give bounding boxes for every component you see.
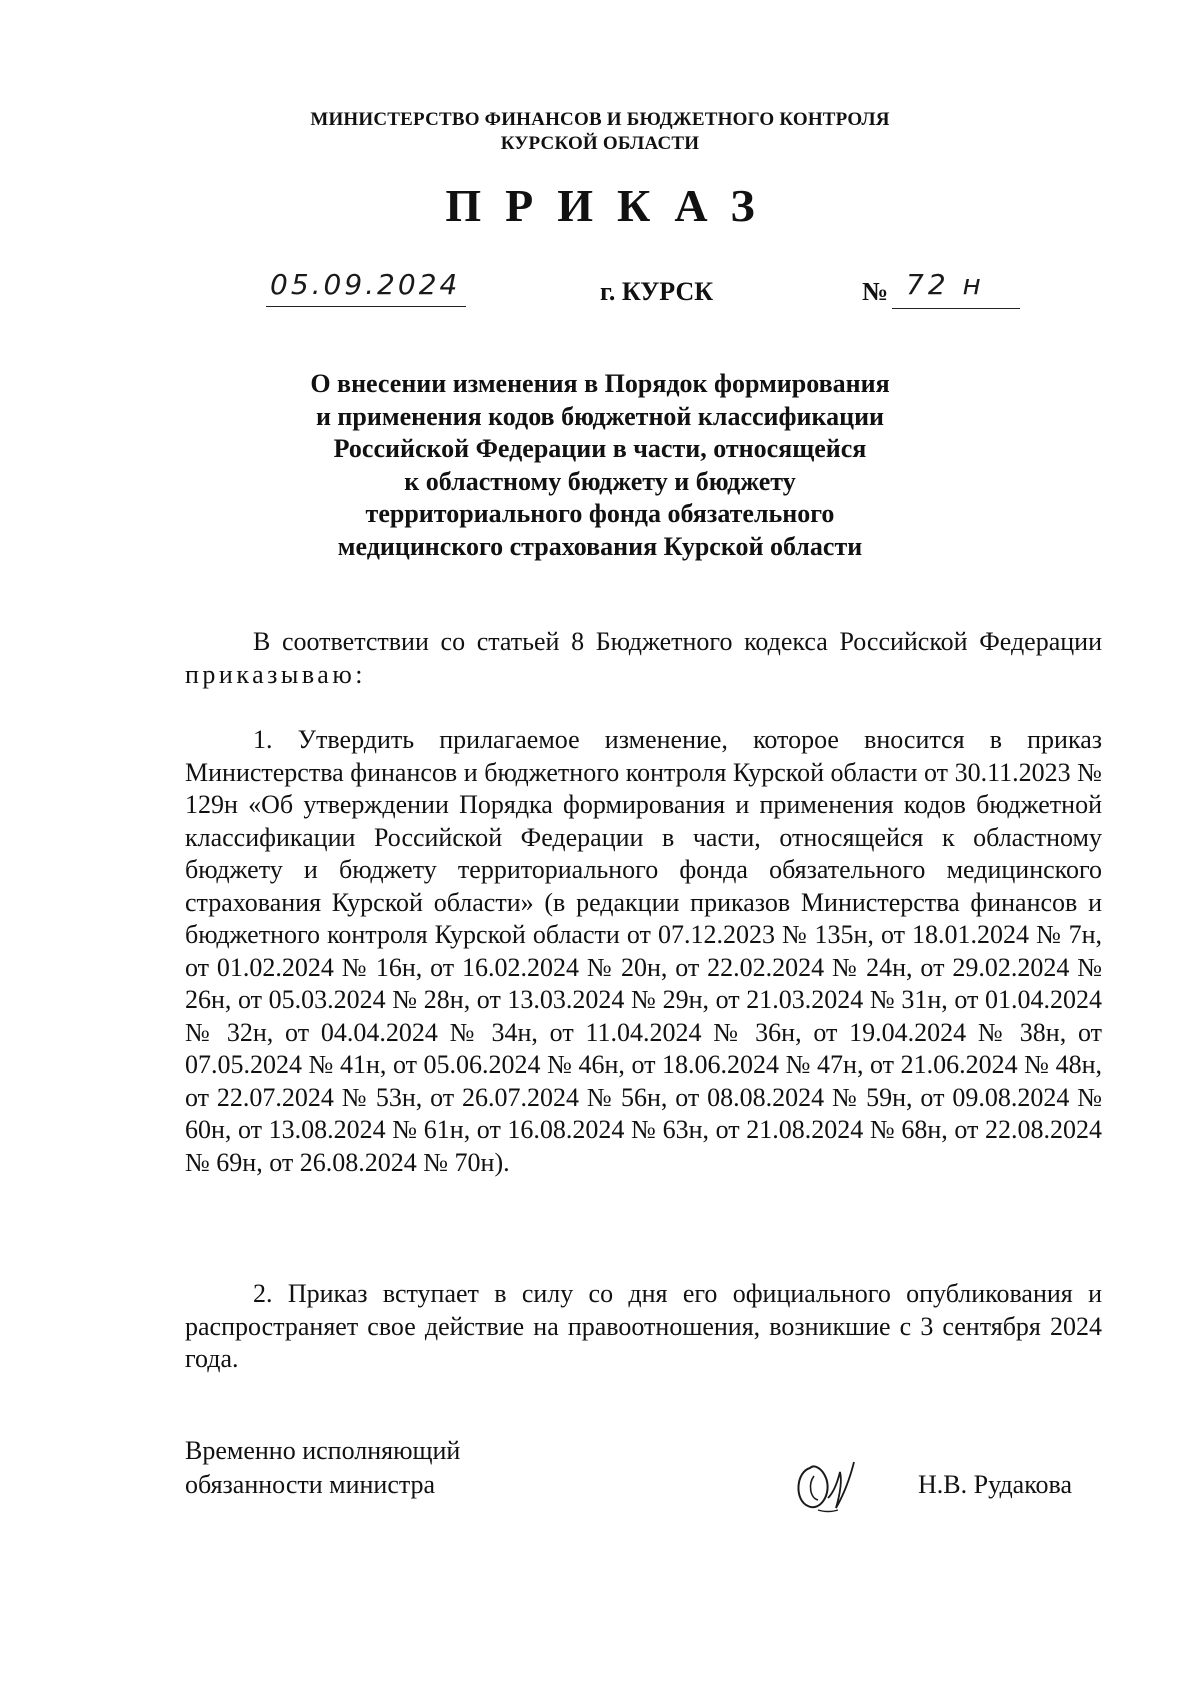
- signatory-position: [185, 1434, 460, 1502]
- subject-line: территориального фонда обязательного: [365, 499, 835, 528]
- preamble-paragraph: [185, 626, 1102, 691]
- preamble-text: В соответствии со статьей 8 Бюджетного кодекса Российской Федерации: [253, 627, 1102, 656]
- subject-line: и применения кодов бюджетной классификации: [315, 401, 885, 431]
- order-subject: [0, 368, 1200, 563]
- order-word: приказываю: [185, 659, 356, 689]
- handwritten-signature-icon: [788, 1450, 868, 1520]
- position-line-2: обязанности министра: [185, 1470, 436, 1499]
- number-sign: №: [862, 277, 889, 306]
- ministry-name-line-1: МИНИСТЕРСТВО ФИНАНСОВ И БЮДЖЕТНОГО КОНТРОЛЯ: [310, 109, 890, 130]
- preamble-colon: :: [355, 659, 363, 689]
- ministry-header: [0, 108, 1200, 156]
- subject-line: О внесении изменения в Порядок формирования: [310, 369, 890, 398]
- item-2-paragraph: 2. Приказ вступает в силу со дня его официального опубликования и распространяет свое действие на правоотношения, возникшие с 3 сентября 2024 года.: [185, 1279, 1102, 1373]
- handwritten-date: 05.09.2024: [270, 268, 461, 301]
- document-type-title: ПРИКАЗ: [445, 180, 779, 231]
- item-1-paragraph: 1. Утвердить прилагаемое изменение, которое вносится в приказ Министерства финансов и бюджетного контроля Курской области от 30.11.2023 № 129н «Об утверждении Порядка формирования и применения кодов бюджетной классификации Российской Федерации в части, относящейся к областному бюджету и бюджету территориального фонда обязательного медицинского страхования Курской области» (в редакции приказов Министерства финансов и бюджетного контроля Курской области от 07.12.2023 № 135н, от 18.01.2024 № 7н, от 01.02.2024 № 16н, от 16.02.2024 № 20н, от 22.02.2024 № 24н, от 29.02.2024 № 26н, от 05.03.2024 № 28н, от 13.03.2024 № 29н, от 21.03.2024 № 31н, от 01.04.2024 № 32н, от 04.04.2024 № 34н, от 11.04.2024 № 36н, от 19.04.2024 № 38н, от 07.05.2024 № 41н, от 05.06.2024 № 46н, от 18.06.2024 № 47н, от 21.06.2024 № 48н, от 22.07.2024 № 53н, от 26.07.2024 № 56н, от 08.08.2024 № 59н, от 09.08.2024 № 60н, от 13.08.2024 № 61н, от 16.08.2024 № 63н, от 21.08.2024 № 68н, от 22.08.2024 № 69н, от 26.08.2024 № 70н).: [185, 725, 1102, 1177]
- signatory-name: Н.В. Рудакова: [918, 1470, 1072, 1499]
- number-field: [892, 268, 1020, 309]
- subject-line: медицинского страхования Курской области: [337, 531, 863, 561]
- subject-line: к областному бюджету и бюджету: [404, 466, 796, 496]
- position-line-1: Временно исполняющий: [185, 1436, 461, 1465]
- handwritten-number: 72 н: [906, 268, 985, 301]
- city-label: г. КУРСК: [600, 277, 714, 306]
- ministry-name-line-2: КУРСКОЙ ОБЛАСТИ: [500, 133, 700, 154]
- subject-line: Российской Федерации в части, относящейся: [333, 434, 867, 463]
- date-field: [266, 268, 466, 307]
